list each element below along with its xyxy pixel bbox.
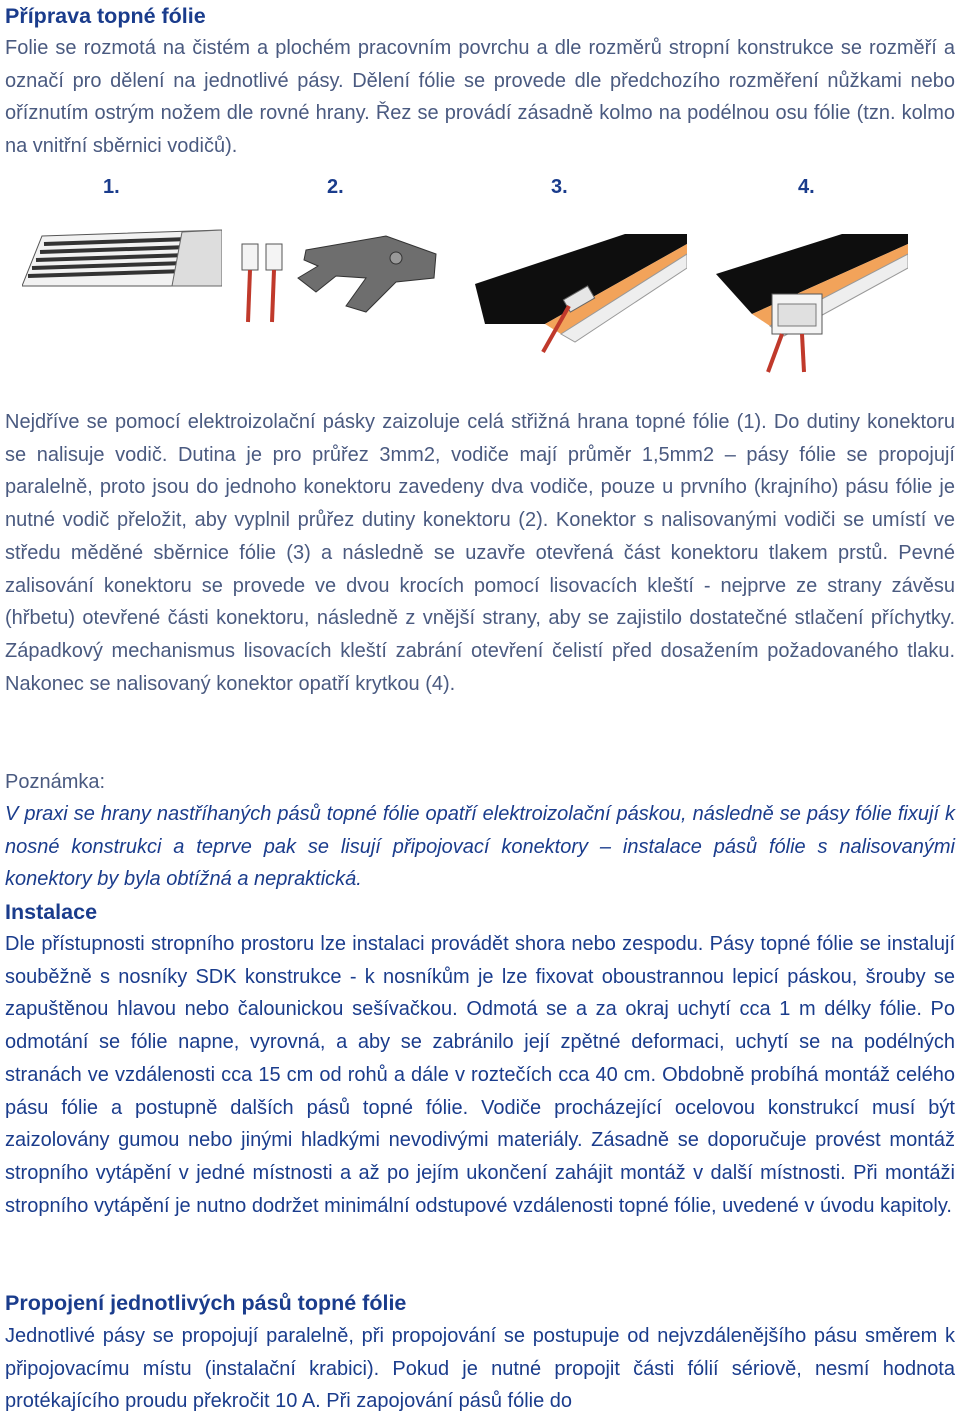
figure-connector-with-cover [712, 234, 908, 374]
paragraph-installation: Dle přístupnosti stropního prostoru lze instalaci provádět shora nebo zespodu. Pásy topné fólie se instalují souběžně s nosníky SDK konstrukce - k nosníkům je lze fixovat oboustrannou lepicí páskou, šrouby se zapuštěnou hlavou nebo čalounickou sešívačkou. Odmotá se a za okraj uchytí cca 1 m délky fólie. Po odmotání se fólie napne, vyrovná, a aby se zabránilo její zpětné deformaci, uchytí se na podélných stranách ve vzdálenosti cca 15 cm od rohů a dále v roztečích cca 40 cm. Obdobně probíhá montáž celého pásu fólie a postupně dalších pásů topné fólie. Vodiče procházející ocelovou konstrukcí musí být zaizolovány gumou nebo jinými hladkými nevodivými materiály. Zásadně se doporučuje provést montáž stropního vytápění v jedné místnosti a až po jejím ukončení zahájit montáž v další místnosti. Při montáži stropního vytápění je nutno dodržet minimální odstupové vzdálenosti topné fólie, uvedené v úvodu kapitoly. [5, 933, 955, 1217]
paragraph-preparation: Folie se rozmotá na čistém a plochém pracovním povrchu a dle rozměrů stropní konstrukce se rozměří a označí pro dělení na jednotlivé pásy. Dělení fólie se provede dle předchozího rozměření nůžkami nebo oříznutím ostrým nožem dle rovné hrany. Řez se provádí zásadně kolmo na podélnou osu fólie (tzn. kolmo na vnitřní sběrnici vodičů). [5, 37, 955, 158]
paragraph-note: V praxi se hrany nastříhaných pásů topné fólie opatří elektroizolační páskou, následně se pásy fólie fixují k nosné konstrukci a teprve pak se lisují připojovací konektory – instalace pásů fólie s nalisovanými konektory by byla obtížná a nepraktická. [5, 803, 955, 891]
section-title-connection: Propojení jednotlivých pásů topné fólie [5, 1291, 407, 1315]
paragraph-connection: Jednotlivé pásy se propojují paralelně, při propojování se postupuje od nejvzdálenějšího pásu směrem k připojovacímu místu (instalační krabici). Pokud je nutné propojit části fólií sériově, nesmí hodnota protékajícího proudu překročit 10 A. Při zapojování pásů fólie do [5, 1325, 955, 1413]
figure-connector-on-busbar [465, 234, 687, 354]
figure-number-1: 1. [103, 176, 120, 198]
section-title-preparation: Příprava topné fólie [5, 4, 206, 28]
section-title-installation: Instalace [5, 900, 98, 924]
figure-number-4: 4. [798, 176, 815, 198]
figure-connectors-and-pliers [236, 232, 438, 324]
note-label: Poznámka: [5, 771, 106, 793]
figure-number-2: 2. [327, 176, 344, 198]
figure-taped-foil-edge [22, 228, 222, 290]
figure-number-3: 3. [551, 176, 568, 198]
paragraph-steps: Nejdříve se pomocí elektroizolační pásky zaizoluje celá střižná hrana topné fólie (1). Do dutiny konektoru se nalisuje vodič. Dutina je pro průřez 3mm2, vodiče mají průměr 1,5mm2 – pásy fólie se propojují paralelně, proto jsou do jednoho konektoru zavedeny dva vodiče, pouze u prvního (krajního) pásu fólie je nutné vodič přeložit, aby vyplnil průřez dutiny konektoru (2). Konektor s nalisovanými vodiči se umístí ve středu měděné sběrnice fólie (3) a následně se uzavře otevřená část konektoru tlakem prstů. Pevné zalisování konektoru se provede ve dvou krocích pomocí lisovacích kleští - nejprve ze strany závěsu (hřbetu) otevřené části konektoru, následně z vnější strany, aby se zajistilo dostatečné stlačení příchytky. Západkový mechanismus lisovacích kleští zabrání otevření čelistí před dosažením požadovaného tlaku. Nakonec se nalisovaný konektor opatří krytkou (4). [5, 411, 955, 695]
